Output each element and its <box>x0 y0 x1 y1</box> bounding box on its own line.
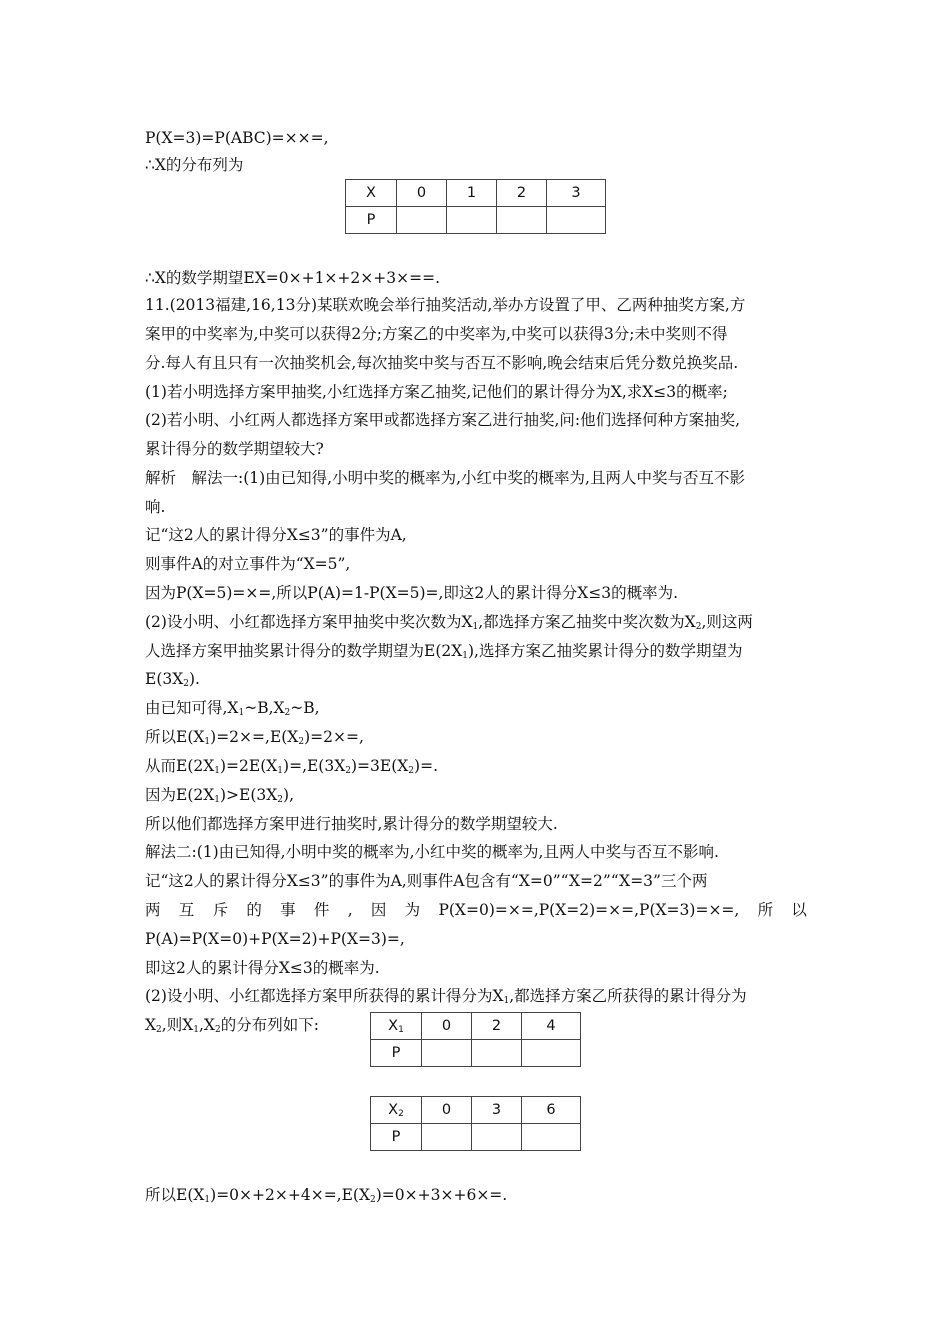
text-line: 案甲的中奖率为,中奖可以获得2分;方案乙的中奖率为,中奖可以获得3分;未中奖则不得 <box>145 325 728 343</box>
table-cell: X <box>346 180 397 207</box>
text-line: 所以$E(X_1)=0\times+2\times+4\times=,E(X_2)=0\times+3\times+6\times=$. <box>145 1186 508 1205</box>
table-cell: 2 <box>497 180 547 207</box>
table-cell: 1 <box>447 180 497 207</box>
distribution-table-x <box>345 179 606 234</box>
table-cell: 0 <box>422 1097 472 1124</box>
text-line: 累计得分的数学期望较大? <box>145 440 324 458</box>
table-cell <box>422 1124 472 1151</box>
text-line: 记“这2人的累计得分X≤3”的事件为A,则事件A包含有“X=0”“X=2”“X=3”三个两 <box>145 872 708 890</box>
table-cell <box>522 1040 581 1067</box>
table-cell: $X_2$ <box>371 1097 422 1124</box>
table-cell <box>422 1040 472 1067</box>
text-line: 因为$E(2X_1)>E(3X_2)$, <box>145 786 295 805</box>
distribution-table-x1 <box>370 1012 581 1067</box>
text-line: ∴X的分布列为 <box>145 156 244 174</box>
solution-heading: 解析 解法一:(1)由已知得,小明中奖的概率为,小红中奖的概率为,且两人中奖与否互不影 <box>145 469 745 487</box>
text-line: 从而$E(2X_1)=2E(X_1)=,E(3X_2)=3E(X_2)=$. <box>145 757 438 776</box>
text-line: 则事件A的对立事件为“X=5”, <box>145 555 351 573</box>
table-cell: $X_1$ <box>371 1013 422 1040</box>
text-line: 记“这2人的累计得分X≤3”的事件为A, <box>145 526 407 544</box>
table-cell <box>522 1124 581 1151</box>
table-cell: 0 <box>422 1013 472 1040</box>
text-line: 因为P(X=5)=×=,所以P(A)=1-P(X=5)=,即这2人的累计得分X≤3的概率为. <box>145 584 679 602</box>
text-line: $E(3X_2)$. <box>145 670 200 689</box>
table-cell: 4 <box>522 1013 581 1040</box>
text-line: 由已知可得$,X_1\sim B,X_2\sim B$, <box>145 699 320 718</box>
table-cell: 6 <box>522 1097 581 1124</box>
text-line: 分.每人有且只有一次抽奖机会,每次抽奖中奖与否互不影响,晚会结束后凭分数兑换奖品. <box>145 354 739 372</box>
text-line: 响. <box>145 498 166 516</box>
table-cell <box>397 207 447 234</box>
text-line: P(A)=P(X=0)+P(X=2)+P(X=3)=, <box>145 930 405 948</box>
text-line: (1)若小明选择方案甲抽奖,小红选择方案乙抽奖,记他们的累计得分为X,求X≤3的概率; <box>145 383 728 401</box>
text-line: $X_2$,则$X_1,X_2$的分布列如下: <box>145 1016 319 1035</box>
text-line: 所以$E(X_1)=2\times=,E(X_2)=2\times=$, <box>145 728 364 747</box>
table-cell: 2 <box>472 1013 522 1040</box>
text-line: (2)设小明、小红都选择方案甲抽奖中奖次数为$X_1$,都选择方案乙抽奖中奖次数为$X_2$,则这两 <box>145 613 753 632</box>
text-line: 人选择方案甲抽奖累计得分的数学期望为$E(2X_1)$,选择方案乙抽奖累计得分的数学期望为 <box>145 642 743 661</box>
table-cell: P <box>371 1124 422 1151</box>
table-cell <box>472 1124 522 1151</box>
table-cell <box>547 207 606 234</box>
text-line: (2)设小明、小红都选择方案甲所获得的累计得分为$X_1$,都选择方案乙所获得的累计得分为 <box>145 987 747 1006</box>
table-cell <box>447 207 497 234</box>
table-cell: 0 <box>397 180 447 207</box>
text-line: 即这2人的累计得分X≤3的概率为. <box>145 959 380 977</box>
table-cell <box>472 1040 522 1067</box>
table-cell: P <box>346 207 397 234</box>
justified-line: 两 互 斥 的 事 件 , 因 为 P(X=0)=×=,P(X=2)=×=,P(X=3)=×=, 所 以 <box>145 901 807 919</box>
problem-statement: 11.(2013福建,16,13分)某联欢晚会举行抽奖活动,举办方设置了甲、乙两种抽奖方案,方 <box>145 296 746 314</box>
table-cell: 3 <box>472 1097 522 1124</box>
table-cell: 3 <box>547 180 606 207</box>
text-line: 解法二:(1)由已知得,小明中奖的概率为,小红中奖的概率为,且两人中奖与否互不影响. <box>145 843 719 861</box>
table-cell: P <box>371 1040 422 1067</box>
text-line: 所以他们都选择方案甲进行抽奖时,累计得分的数学期望较大. <box>145 815 558 833</box>
distribution-table-x2 <box>370 1096 581 1151</box>
table-cell <box>497 207 547 234</box>
text-line: P(X=3)=P(ABC)=××=, <box>145 129 329 147</box>
text-line: ∴X的数学期望EX=0×+1×+2×+3×==. <box>145 269 440 287</box>
text-line: (2)若小明、小红两人都选择方案甲或都选择方案乙进行抽奖,问:他们选择何种方案抽奖, <box>145 411 741 429</box>
